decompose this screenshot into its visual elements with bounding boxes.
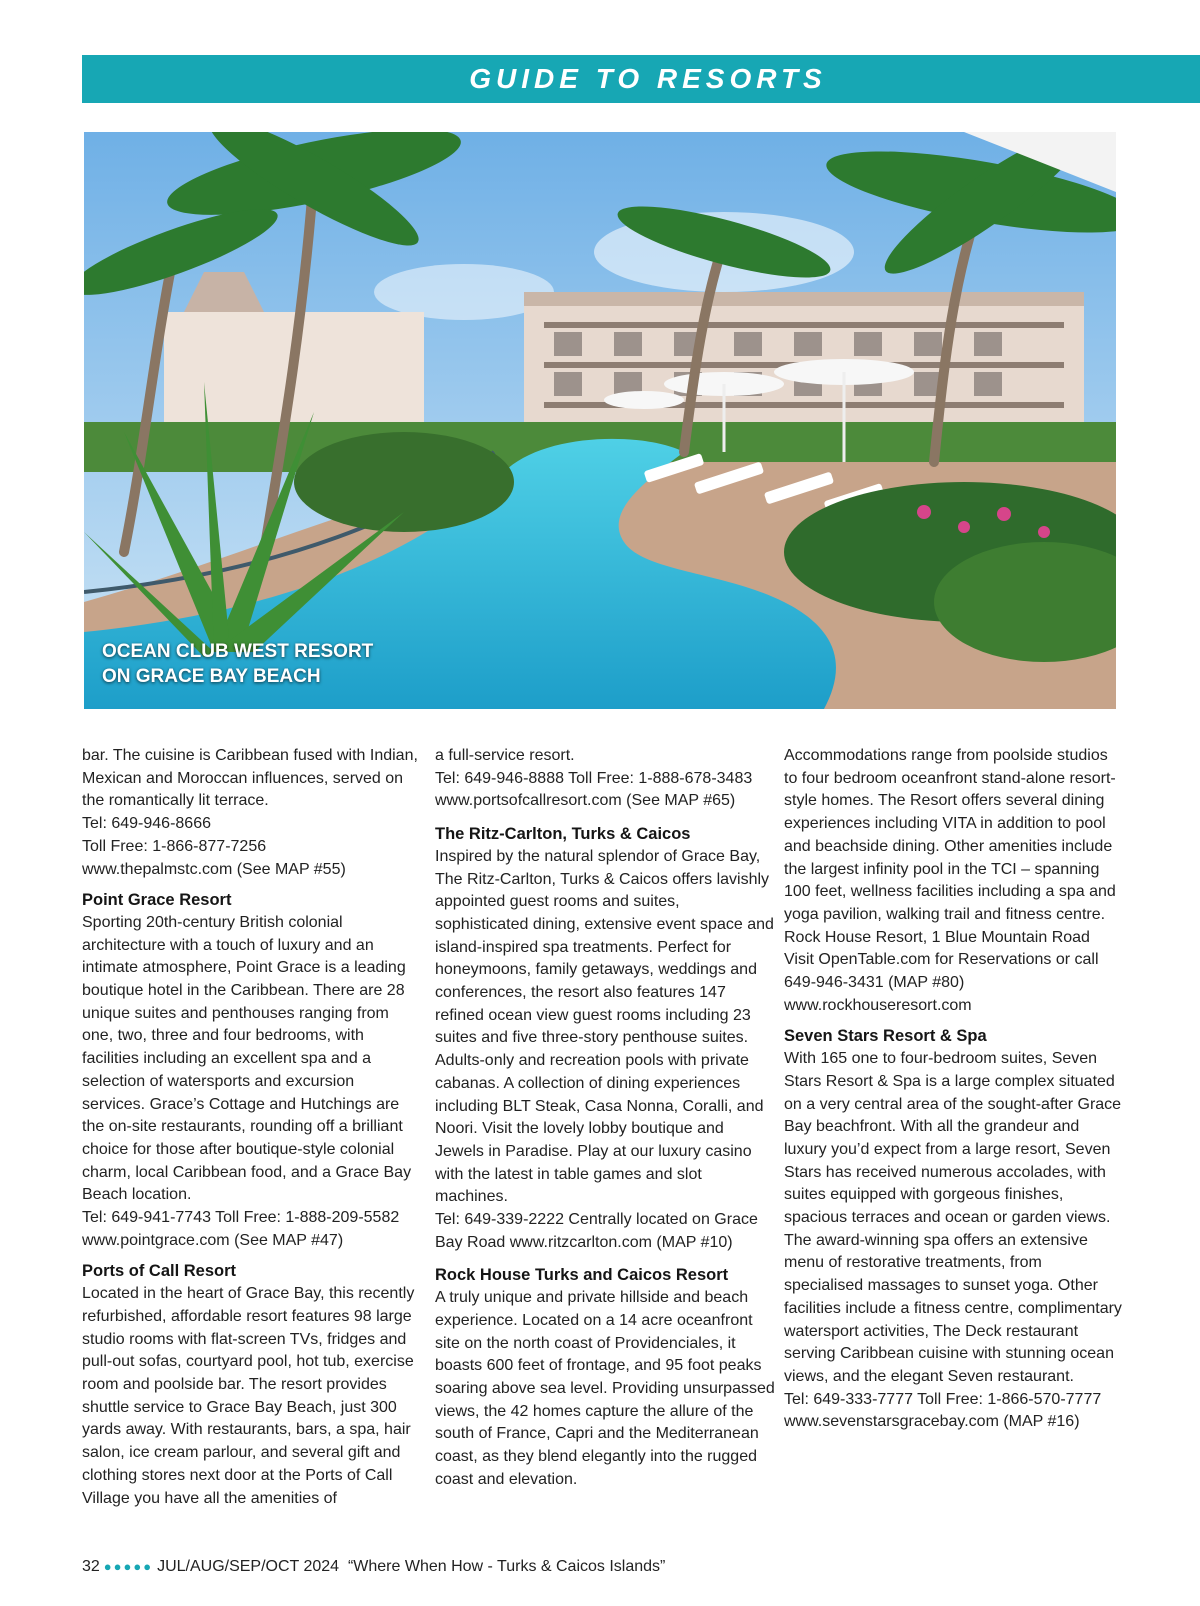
column-2 <box>435 745 775 1492</box>
ritz-carlton-body: Inspired by the natural splendor of Grace Bay, The Ritz-Carlton, Turks & Caicos offers lavishly appointed guest rooms and suites, sophisticated dining, extensive event space and island-inspired spa treatments. Perfect for honeymoons, family getaways, weddings and conferences, the resort also features 147 refined ocean view guest rooms including 23 suites and five three-story penthouse suites. Adults-only and recreation pools with private cabanas. A collection of dining experiences including BLT Steak, Casa Nonna, Coralli, and Noori. Visit the lovely lobby boutique and Jewels in Paradise. Play at our luxury casino with the latest in table games and slot machines. <box>435 847 774 1206</box>
seven-stars-tel: Tel: 649-333-7777 Toll Free: 1-866-570-7777 <box>784 1390 1102 1408</box>
column-1 <box>82 745 420 1510</box>
seven-stars-website[interactable]: www.sevenstarsgracebay.com (MAP #16) <box>784 1413 1080 1431</box>
ports-of-call-website[interactable]: www.portsofcallresort.com (See MAP #65) <box>435 792 736 810</box>
ports-of-call-title: Ports of Call Resort <box>82 1262 237 1281</box>
palms-website[interactable]: www.thepalmstc.com (See MAP #55) <box>82 860 346 878</box>
rock-house-continued: Accommodations range from poolside studios to four bedroom oceanfront stand-alone resort-style homes. The Resort offers several dining experiences including VITA in addition to pool and beachside dining. Other amenities include the largest infinity pool in the TCI – spanning 100 feet, wellness facilities including a spa and yoga pavilion, walking trail and fitness centre. <box>784 747 1116 923</box>
rock-house-address: Rock House Resort, 1 Blue Mountain Road <box>784 928 1090 946</box>
ports-of-call-continued: a full-service resort. <box>435 747 575 764</box>
palms-tel: Tel: 649-946-8666 <box>82 815 211 833</box>
point-grace-website[interactable]: www.pointgrace.com (See MAP #47) <box>82 1231 344 1249</box>
ports-of-call-body: Located in the heart of Grace Bay, this recently refurbished, affordable resort features 98 large studio rooms with flat-screen TVs, fridges and pull-out sofas, courtyard pool, hot tub, exercise room and poolside bar. The resort provides shuttle service to Grace Bay Beach, just 300 yards away. With restaurants, bars, a spa, hair salon, ice cream parlour, and several gift and clothing stores next door at the Ports of Call Village you have all the amenities of <box>82 1285 415 1507</box>
point-grace-body: Sporting 20th-century British colonial architecture with a touch of luxury and an intimate atmosphere, Point Grace is a leading boutique hotel in the Caribbean. There are 28 unique suites and penthouses ranging from one, two, three and four bedrooms, with facilities including an excellent spa and a selection of watersports and excursion services. Grace’s Cottage and Hutchings are the on-site restaurants, rounding off a brilliant choice for those after boutique-style colonial charm, local Caribbean food, and a Grace Bay Beach location. <box>82 913 412 1204</box>
ritz-carlton-title: The Ritz-Carlton, Turks & Caicos <box>435 825 691 844</box>
seven-stars-body: With 165 one to four-bedroom suites, Seven Stars Resort & Spa is a large complex situated on a very central area of the sought-after Grace Bay beachfront. With all the grandeur and luxury you’d expect from a large resort, Seven Stars has received numerous accolades, with suites equipped with gorgeous finishes, spacious terraces and ocean or garden views. The award-winning spa offers an extensive menu of restorative treatments, from specialised massages to sunset yoga. Other facilities include a fitness centre, complimentary watersport activities, The Deck restaurant serving Caribbean cuisine with stunning ocean views, and the elegant Seven restaurant. <box>784 1050 1122 1385</box>
footer-dots: ●●●●● <box>103 1559 154 1574</box>
banner-title: GUIDE TO RESORTS <box>469 63 827 94</box>
point-grace-tel: Tel: 649-941-7743 Toll Free: 1-888-209-5582 <box>82 1209 400 1227</box>
point-grace-title: Point Grace Resort <box>82 891 232 910</box>
section-banner <box>82 55 1200 103</box>
resort-photo <box>84 132 1116 709</box>
ports-of-call-tel: Tel: 649-946-8888 Toll Free: 1-888-678-3483 <box>435 769 753 787</box>
palms-tollfree: Toll Free: 1-866-877-7256 <box>82 837 267 855</box>
caption-line-2: ON GRACE BAY BEACH <box>102 666 321 687</box>
resort-illustration <box>84 132 1116 709</box>
photo-caption <box>102 639 373 689</box>
page-footer <box>82 1558 665 1576</box>
rock-house-reservations: Visit OpenTable.com for Reservations or call 649-946-3431 (MAP #80) <box>784 951 1099 992</box>
seven-stars-title: Seven Stars Resort & Spa <box>784 1027 987 1046</box>
palms-continued-text: bar. The cuisine is Caribbean fused with Indian, Mexican and Moroccan influences, served on the romantically lit terrace. <box>82 747 418 810</box>
ritz-carlton-tel: Tel: 649-339-2222 Centrally located on Grace Bay Road www.ritzcarlton.com (MAP #10) <box>435 1211 758 1251</box>
rock-house-website[interactable]: www.rockhouseresort.com <box>784 996 972 1014</box>
column-3 <box>784 745 1124 1434</box>
page-number: 32 <box>82 1558 100 1575</box>
caption-line-1: OCEAN CLUB WEST RESORT <box>102 641 374 662</box>
publication-name: “Where When How - Turks & Caicos Islands” <box>347 1558 666 1575</box>
rock-house-body: A truly unique and private hillside and beach experience. Located on a 14 acre oceanfront site on the north coast of Providenciales, it boasts 600 feet of frontage, and 95 foot peaks soaring above sea level. Providing unsurpassed views, the 42 homes capture the allure of the south of France, Capri and the Mediterranean coast, as they blend elegantly into the rugged coast and elevation. <box>435 1289 775 1488</box>
rock-house-title: Rock House Turks and Caicos Resort <box>435 1266 729 1285</box>
issue-date: JUL/AUG/SEP/OCT 2024 <box>157 1558 340 1575</box>
